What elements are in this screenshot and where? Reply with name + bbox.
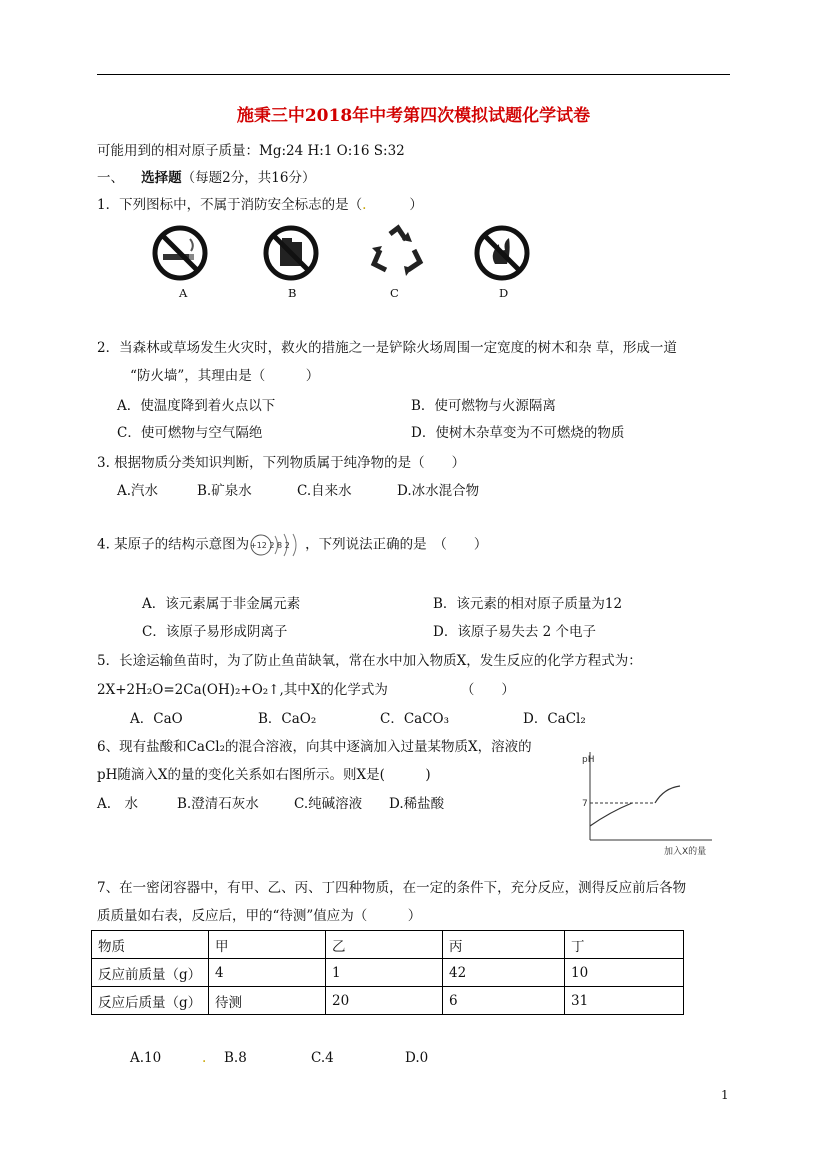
top-rule bbox=[97, 74, 730, 75]
option-d: D.稀盐酸 bbox=[389, 796, 445, 812]
option-b: B．使可燃物与火源隔离 bbox=[411, 398, 556, 414]
atom-structure-diagram bbox=[249, 532, 305, 558]
no-flammable-storage-icon bbox=[262, 224, 320, 282]
page-number: 1 bbox=[721, 1088, 729, 1102]
question-3-stem: 3. 根据物质分类知识判断，下列物质属于纯净物的是（ ） bbox=[97, 455, 466, 471]
table-cell: 待测 bbox=[209, 987, 326, 1015]
table-cell: 甲 bbox=[209, 931, 326, 959]
table-row bbox=[92, 987, 684, 1015]
option-b: B.澄清石灰水 bbox=[177, 796, 259, 812]
option-d: D．该原子易失去 2 个电子 bbox=[433, 624, 596, 640]
table-cell: 10 bbox=[565, 959, 684, 987]
option-a: A．该元素属于非金属元素 bbox=[142, 596, 301, 612]
option-label: B bbox=[288, 286, 297, 300]
table-cell: 物质 bbox=[92, 931, 209, 959]
option-b: B．CaO₂ bbox=[258, 711, 317, 727]
table-cell: 丁 bbox=[565, 931, 684, 959]
option-a: A. 水 bbox=[97, 796, 139, 812]
question-7-stem-cont: 质质量如右表，反应后，甲的“待测”值应为（ ） bbox=[97, 908, 422, 924]
table-row bbox=[92, 959, 684, 987]
question-5-stem: 5．长途运输鱼苗时，为了防止鱼苗缺氧，常在水中加入物质X，发生反应的化学方程式为： bbox=[97, 653, 642, 669]
option-a: A．CaO bbox=[130, 711, 183, 727]
graph-y-label: pH bbox=[582, 755, 595, 765]
option-label: C bbox=[390, 286, 399, 300]
question-4-stem: 4. 某原子的结构示意图为 +12 2 8 2 ，下列说法正确的是 （ ） bbox=[97, 532, 487, 558]
option-a: A.10 bbox=[130, 1050, 162, 1066]
graph-ref-label: 7 bbox=[582, 799, 588, 809]
section-note: （每题2分，共16分） bbox=[181, 170, 316, 186]
table-header-row bbox=[92, 931, 684, 959]
option-b: B.矿泉水 bbox=[197, 483, 252, 499]
option-d: D．使树木杂草变为不可燃烧的物质 bbox=[411, 425, 625, 441]
table-cell: 6 bbox=[443, 987, 565, 1015]
table-cell: 乙 bbox=[326, 931, 443, 959]
option-c: C.自来水 bbox=[297, 483, 352, 499]
recycle-icon bbox=[368, 222, 426, 280]
option-c: C.4 bbox=[311, 1050, 334, 1066]
question-5-equation: 2X+2H₂O=2Ca(OH)₂+O₂↑,其中X的化学式为 （ ） bbox=[97, 682, 515, 698]
table-cell: 1 bbox=[326, 959, 443, 987]
option-a: A．使温度降到着火点以下 bbox=[117, 398, 276, 414]
table-cell: 4 bbox=[209, 959, 326, 987]
option-label: D bbox=[499, 286, 509, 300]
option-c: C．该原子易形成阴离子 bbox=[142, 624, 288, 640]
no-open-flame-icon bbox=[473, 224, 531, 282]
table-cell: 反应后质量（g） bbox=[92, 987, 209, 1015]
ph-curve-graph bbox=[580, 748, 720, 860]
question-2-stem-cont: “防火墙”，其理由是（ ） bbox=[130, 368, 320, 384]
table-cell: 丙 bbox=[443, 931, 565, 959]
table-cell: 31 bbox=[565, 987, 684, 1015]
mass-table bbox=[91, 930, 684, 1015]
option-c: C．使可燃物与空气隔绝 bbox=[117, 425, 263, 441]
section-number: 一、 bbox=[97, 170, 124, 186]
option-label: A bbox=[179, 286, 188, 300]
page-title: 施秉三中2018年中考第四次模拟试题化学试卷 bbox=[236, 106, 591, 126]
section-heading bbox=[97, 166, 315, 186]
question-6-stem-cont: pH随滴入X的量的变化关系如右图所示。则X是( ) bbox=[97, 767, 431, 783]
question-1-stem: 1．下列图标中，不属于消防安全标志的是（. ） bbox=[97, 197, 423, 213]
option-c: C.纯碱溶液 bbox=[294, 796, 363, 812]
option-a: A.汽水 bbox=[117, 483, 159, 499]
table-cell: 反应前质量（g） bbox=[92, 959, 209, 987]
stray-dot: . bbox=[202, 1050, 207, 1066]
option-b: B.8 bbox=[224, 1050, 247, 1066]
table-cell: 20 bbox=[326, 987, 443, 1015]
graph-x-label: 加入X的量 bbox=[664, 847, 707, 857]
no-smoking-icon bbox=[151, 224, 209, 282]
section-name: 选择题 bbox=[141, 170, 182, 186]
question-6-stem: 6、现有盐酸和CaCl₂的混合溶液，向其中逐滴加入过量某物质X，溶液的 bbox=[97, 739, 532, 755]
question-7-stem: 7、在一密闭容器中，有甲、乙、丙、丁四种物质，在一定的条件下，充分反应，测得反应前后各物 bbox=[97, 880, 687, 896]
option-d: D．CaCl₂ bbox=[523, 711, 586, 727]
question-2-stem: 2．当森林或草场发生火灾时，救火的措施之一是铲除火场周围一定宽度的树木和杂 草，形成一道 bbox=[97, 340, 677, 356]
option-c: C．CaCO₃ bbox=[380, 711, 450, 727]
option-d: D.冰水混合物 bbox=[397, 483, 480, 499]
option-b: B．该元素的相对原子质量为12 bbox=[433, 596, 623, 612]
atomic-masses: 可能用到的相对原子质量：Mg:24 H:1 O:16 S:32 bbox=[97, 143, 405, 159]
table-cell: 42 bbox=[443, 959, 565, 987]
svg-text:+12 2 8 2: +12 2 8 2 bbox=[250, 541, 290, 550]
option-d: D.0 bbox=[405, 1050, 429, 1066]
